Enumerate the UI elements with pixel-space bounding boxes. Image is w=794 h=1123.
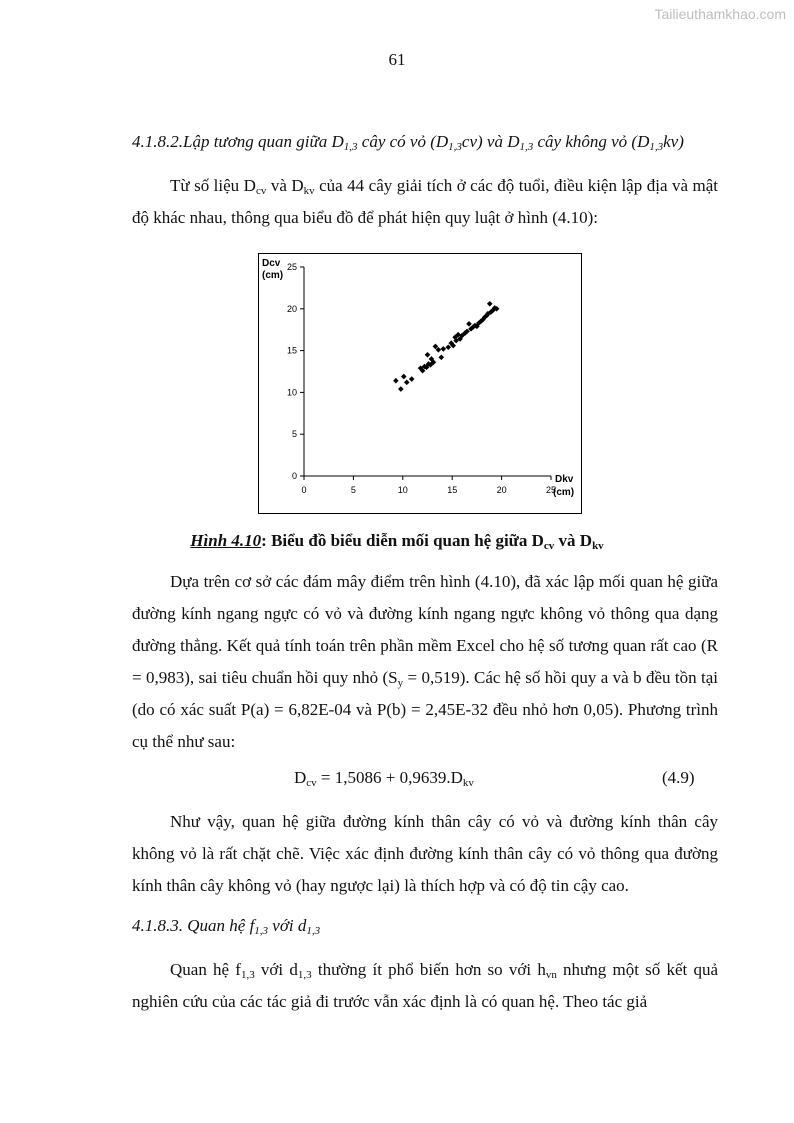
paragraph-intro: Từ số liệu $D_{cv}$ và $D_{kv}$ của 44 cây giải tích ở các độ tuổi, điều kiện lập địa và mật độ khác nhau, thông qua biểu đồ để phát hiện quy luật ở hình (4.10): <box>132 176 718 227</box>
data-point <box>425 352 431 358</box>
data-point <box>439 354 445 360</box>
data-point <box>445 344 451 350</box>
y-axis-unit: (cm) <box>262 270 284 281</box>
page-number: 61 <box>388 50 406 69</box>
scatter-chart <box>258 253 582 514</box>
data-point <box>466 321 472 327</box>
paragraph-analysis: Dựa trên cơ sở các đám mây điểm trên hình (4.10), đã xác lập mối quan hệ giữa đường kính ngang ngực có vỏ và đường kính ngang ngực không vỏ thông qua dạng đường thẳng. Kết quả tính toán trên phần mềm Excel cho hệ số tương quan rất cao (R = 0,983), sai tiêu chuẩn hồi quy nhỏ $(S_y = 0,519)$. Các hệ số hồi quy a và b đều tồn tại (do có xác suất P(a) = 6,82E-04 và P(b) = 2,45E-32 đều nhỏ hơn 0,05). Phương trình cụ thể như sau: <box>132 572 718 751</box>
data-point <box>404 380 410 386</box>
equation-number: (4.9) <box>662 768 695 787</box>
x-tick-label: 5 <box>350 485 356 495</box>
y-tick-label: 5 <box>291 429 297 440</box>
y-tick-label: 10 <box>286 387 297 398</box>
data-point <box>401 374 407 380</box>
data-point <box>441 346 447 352</box>
data-point <box>393 378 399 384</box>
y-tick-label: 25 <box>286 262 297 272</box>
x-tick-label: 20 <box>496 485 507 495</box>
x-tick-label: 15 <box>447 485 458 495</box>
figure-caption: Hình 4.10: Biểu đồ biểu diễn mối quan hệ giữa $D_{cv}$ và $D_{kv}$ <box>190 531 604 552</box>
x-axis-unit: (cm) <box>553 487 575 498</box>
y-tick-label: 0 <box>291 471 297 481</box>
equation-4-9: $D_{cv} = 1,5086 + 0,9639.D_{kv}$ <box>294 768 474 789</box>
x-axis-label: Dkv <box>555 474 574 485</box>
section-heading-4-1-8-2: 4.1.8.2.Lập tương quan giữa $D_{1,3}$ cây có vỏ $(D_{1,3}cv)$ và $D_{1,3}$ cây không vỏ $(D_{1,3}kv)$ <box>132 132 684 153</box>
section-heading-4-1-8-3: 4.1.8.3. Quan hệ $f_{1,3}$ với $d_{1,3}$ <box>132 916 321 937</box>
chart-canvas <box>259 254 581 513</box>
data-point <box>409 376 415 382</box>
paragraph-conclusion: Như vậy, quan hệ giữa đường kính thân cây có vỏ và đường kính thân cây không vỏ là rất chặt chẽ. Việc xác định đường kính thân cây có vỏ thông qua đường kính thân cây không vỏ (hay ngược lại) là thích hợp và có độ tin cậy cao. <box>132 812 718 895</box>
y-tick-label: 15 <box>286 345 297 356</box>
paragraph-f13-d13: Quan hệ $f_{1,3}$ với $d_{1,3}$ thường ít phổ biến hơn so với $h_{vn}$ nhưng một số kết quả nghiên cứu của các tác giả đi trước vẫn xác định là có quan hệ. Theo tác giả <box>132 960 719 1011</box>
y-tick-label: 20 <box>286 303 297 314</box>
x-tick-label: 0 <box>301 485 307 495</box>
data-point <box>398 386 404 392</box>
watermark: Tailieuthamkhao.com <box>654 6 786 22</box>
x-tick-label: 25 <box>545 485 557 495</box>
x-tick-label: 10 <box>397 485 408 495</box>
data-point <box>487 301 493 307</box>
y-axis-label: Dcv <box>262 258 281 269</box>
